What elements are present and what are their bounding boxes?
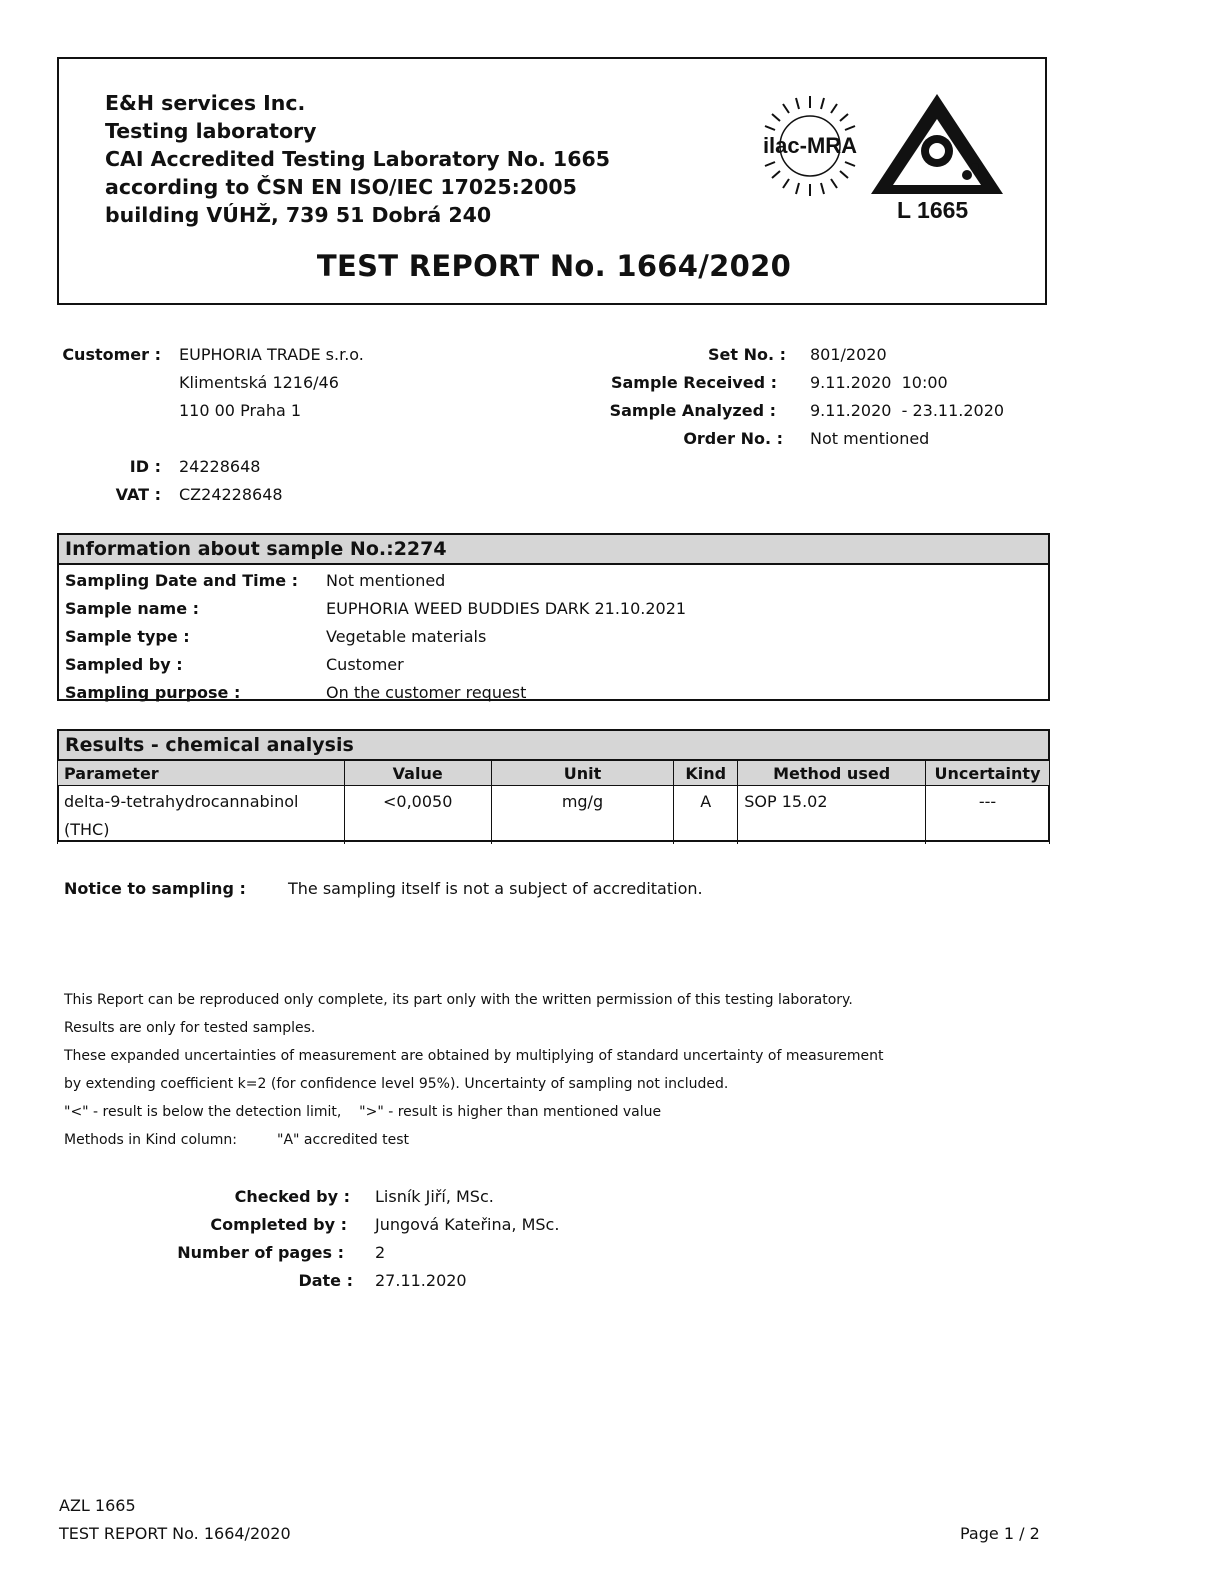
lab-logo-number: L 1665 — [897, 197, 969, 223]
notice-text: The sampling itself is not a subject of accreditation. — [288, 879, 703, 898]
sample-analyzed: 9.11.2020 - 23.11.2020 — [810, 401, 1005, 420]
order-number-label: Order No. : — [683, 429, 783, 448]
checked-by: Lisník Jiří, MSc. — [375, 1187, 494, 1206]
sample-info-heading: Information about sample No.:2274 — [59, 535, 1048, 565]
footer-code: AZL 1665 — [59, 1496, 136, 1515]
sample-row-value: Vegetable materials — [326, 627, 487, 646]
customer-city: 110 00 Praha 1 — [179, 401, 302, 420]
cell-uncertainty: --- — [925, 786, 1049, 845]
disclaimer-line: This Report can be reproduced only complete, its part only with the written permission of this testing laboratory. — [64, 992, 853, 1008]
col-value: Value — [344, 760, 491, 786]
set-number-label: Set No. : — [707, 345, 786, 364]
sample-row-label: Sample type : — [65, 627, 190, 646]
footer-report: TEST REPORT No. 1664/2020 — [59, 1524, 291, 1543]
disclaimer-line: "<" - result is below the detection limit, ">" - result is higher than mentioned value — [64, 1104, 662, 1120]
results-heading: Results - chemical analysis — [59, 731, 1048, 759]
sample-row-label: Sampling purpose : — [65, 683, 241, 702]
sample-row-value: Customer — [326, 655, 404, 674]
customer-street: Klimentská 1216/46 — [179, 373, 339, 392]
address-line: building VÚHŽ, 739 51 Dobrá 240 — [105, 203, 492, 227]
checked-by-label: Checked by : — [234, 1187, 350, 1206]
cell-parameter: delta-9-tetrahydrocannabinol (THC) — [58, 786, 345, 845]
sample-row-label: Sample name : — [65, 599, 200, 618]
standard-line: according to ČSN EN ISO/IEC 17025:2005 — [105, 175, 577, 199]
cai-accreditation-logo-icon — [867, 89, 1007, 199]
lab-name: Testing laboratory — [105, 119, 317, 143]
results-box — [57, 729, 1050, 842]
report-title: TEST REPORT No. 1664/2020 — [316, 249, 792, 283]
sample-row-value: Not mentioned — [326, 571, 446, 590]
disclaimer-line: Results are only for tested samples. — [64, 1020, 316, 1036]
col-uncertainty: Uncertainty — [925, 760, 1049, 786]
methods-note-text: "A" accredited test — [277, 1132, 410, 1148]
results-header-row — [58, 760, 1050, 786]
cell-unit: mg/g — [491, 786, 674, 845]
disclaimer-line: by extending coefficient k=2 (for confidence level 95%). Uncertainty of sampling not included. — [64, 1076, 729, 1092]
number-of-pages-label: Number of pages : — [177, 1243, 344, 1262]
completed-by-label: Completed by : — [210, 1215, 347, 1234]
disclaimer-line: These expanded uncertainties of measurement are obtained by multiplying of standard uncertainty of measurement — [64, 1048, 884, 1064]
sample-row-value: EUPHORIA WEED BUDDIES DARK 21.10.2021 — [326, 599, 687, 618]
sample-info-box — [57, 533, 1050, 701]
number-of-pages: 2 — [375, 1243, 386, 1262]
order-number: Not mentioned — [810, 429, 930, 448]
cell-kind: A — [674, 786, 738, 845]
results-table — [57, 759, 1050, 844]
sample-received-label: Sample Received : — [610, 373, 777, 392]
sample-row-label: Sampling Date and Time : — [65, 571, 299, 590]
report-date: 27.11.2020 — [375, 1271, 467, 1290]
company-name: E&H services Inc. — [105, 91, 306, 115]
sample-row-label: Sampled by : — [65, 655, 183, 674]
col-unit: Unit — [491, 760, 674, 786]
methods-note-label: Methods in Kind column: — [64, 1132, 237, 1148]
cell-value: <0,0050 — [344, 786, 491, 845]
customer-id: 24228648 — [179, 457, 261, 476]
customer-vat: CZ24228648 — [179, 485, 283, 504]
customer-vat-label: VAT : — [115, 485, 161, 504]
completed-by: Jungová Kateřina, MSc. — [375, 1215, 560, 1234]
date-label: Date : — [298, 1271, 353, 1290]
notice-label: Notice to sampling : — [64, 879, 246, 898]
sample-row-value: On the customer request — [326, 683, 527, 702]
customer-id-label: ID : — [129, 457, 161, 476]
set-number: 801/2020 — [810, 345, 887, 364]
customer-label: Customer : — [62, 345, 161, 364]
col-parameter: Parameter — [58, 760, 345, 786]
ilac-logo-text: ilac-MRA — [762, 133, 858, 158]
ilac-mra-seal-icon — [756, 92, 864, 200]
col-method: Method used — [738, 760, 926, 786]
cell-method: SOP 15.02 — [738, 786, 926, 845]
col-kind: Kind — [674, 760, 738, 786]
customer-name: EUPHORIA TRADE s.r.o. — [179, 345, 364, 364]
table-row — [58, 786, 1050, 845]
sample-analyzed-label: Sample Analyzed : — [609, 401, 776, 420]
accreditation-line: CAI Accredited Testing Laboratory No. 1665 — [105, 147, 610, 171]
sample-received: 9.11.2020 10:00 — [810, 373, 948, 392]
report-header — [57, 57, 1047, 305]
page-number: Page 1 / 2 — [960, 1524, 1040, 1543]
